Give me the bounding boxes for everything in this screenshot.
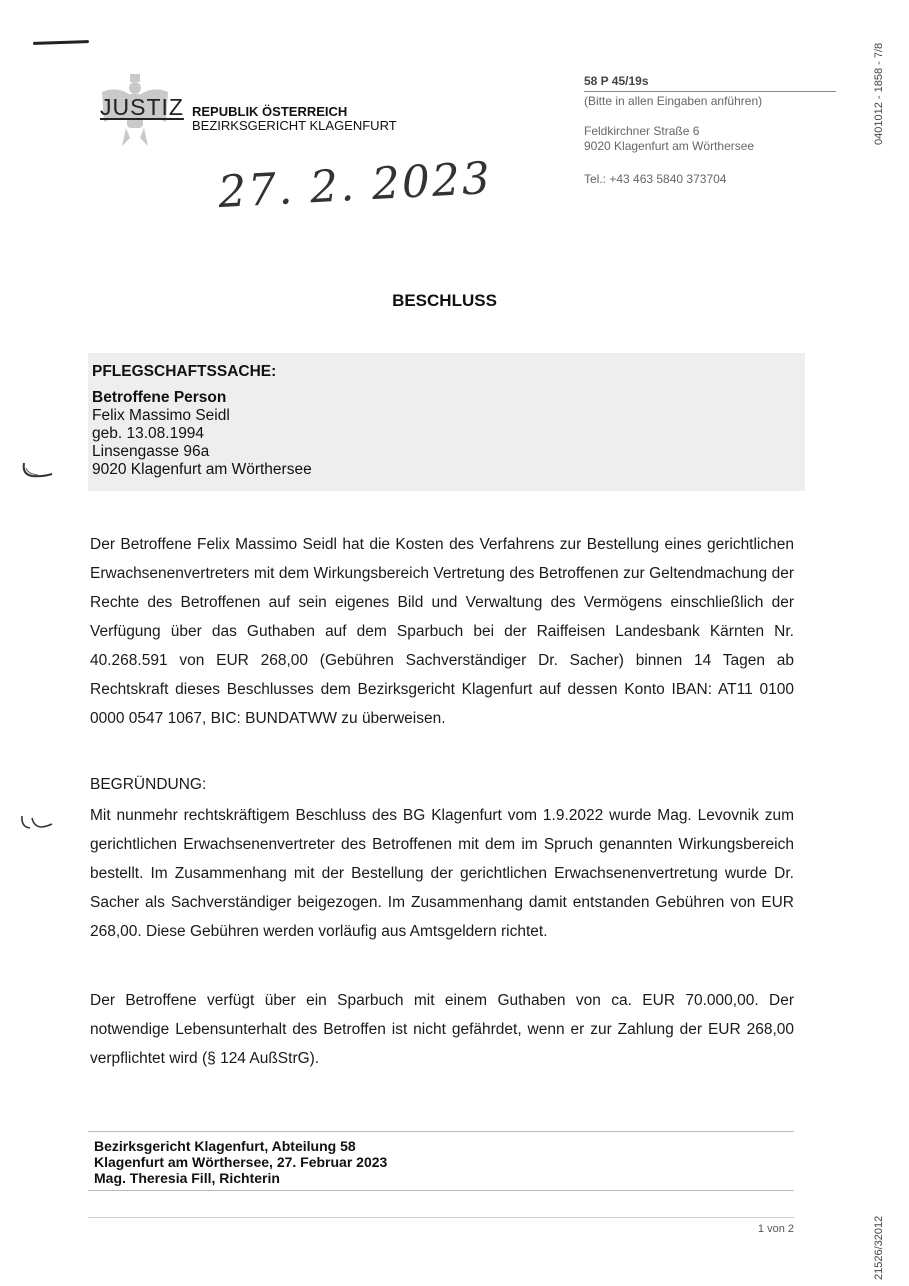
reference-rule — [584, 91, 836, 92]
signature-block — [88, 1131, 794, 1191]
signature-court: Bezirksgericht Klagenfurt, Abteilung 58 — [94, 1138, 356, 1154]
party-street: Linsengasse 96a — [92, 443, 210, 460]
court-name-line2: BEZIRKSGERICHT KLAGENFURT — [192, 118, 397, 133]
scan-mark — [33, 40, 89, 45]
party-birth: geb. 13.08.1994 — [92, 425, 205, 442]
party-city: 9020 Klagenfurt am Wörthersee — [92, 461, 312, 478]
signature-rule-bottom — [88, 1190, 794, 1191]
signature-place-date: Klagenfurt am Wörthersee, 27. Februar 2023 — [94, 1154, 388, 1170]
footer-rule — [88, 1217, 794, 1218]
ruling-paragraph: Der Betroffene Felix Massimo Seidl hat die Kosten des Verfahrens zur Bestellung eines gerichtlichen Erwachsenenvertreters mit dem Wirkungsbereich Vertretung des Betroffenen zur Geltendmachung der Rechte des Betroffenen auf sein eigenes Bild und Verwaltung des Vermögens einschließlich der Verfügung über das Guthaben auf dem Sparbuch bei der Raiffeisen Landesbank Kärnten Nr. 40.268.591 von EUR 268,00 (Gebühren Sachverständiger Dr. Sacher) binnen 14 Tagen ab Rechtskraft dieses Beschlusses dem Bezirksgericht Klagenfurt auf dessen Konto IBAN: AT11 0100 0000 0547 1067, BIC: BUNDATWW zu überweisen. — [90, 536, 794, 727]
reference-number: 58 P 45/19s — [584, 74, 649, 88]
party-box — [88, 353, 805, 491]
binder-mark-bottom — [18, 812, 54, 832]
address-city: 9020 Klagenfurt am Wörthersee — [584, 139, 755, 153]
court-name — [192, 105, 397, 133]
justiz-logo — [96, 72, 184, 150]
side-code-bottom: 21526/32012 — [873, 1215, 885, 1280]
court-name-line1: REPUBLIK ÖSTERREICH — [192, 104, 348, 119]
party-role: Betroffene Person — [92, 389, 227, 406]
side-code-top: 0401012 - 1858 - 7/8 — [873, 42, 885, 145]
reference-block — [584, 74, 836, 108]
party-name: Felix Massimo Seidl — [92, 407, 230, 424]
document-title: BESCHLUSS — [392, 291, 497, 310]
reasoning-paragraph-1: Mit nunmehr rechtskräftigem Beschluss des BG Klagenfurt vom 1.9.2022 wurde Mag. Levovnik zum gerichtlichen Erwachsenenvertreter des Betroffenen mit dem im Spruch genannten Wirkungsbereich bestellt. Im Zusammenhang mit der Bestellung der gerichtlichen Erwachsenenvertretung wurde Dr. Sacher als Sachverständiger beigezogen. Im Zusammenhang damit entstanden Gebühren von EUR 268,00. Diese Gebühren werden vorläufig aus Amtsgeldern richtet. — [90, 807, 794, 940]
reasoning-paragraph-2: Der Betroffene verfügt über ein Sparbuch mit einem Guthaben von ca. EUR 70.000,00. Der notwendige Lebensunterhalt des Betroffen ist nicht gefährdet, wenn er zur Zahlung der EUR 268,00 verpflichtet wird (§ 124 AußStrG). — [90, 992, 794, 1067]
signature-judge: Mag. Theresia Fill, Richterin — [94, 1170, 280, 1186]
reference-hint: (Bitte in allen Eingaben anführen) — [584, 94, 763, 108]
binder-mark-top — [18, 460, 54, 480]
reasoning-heading: BEGRÜNDUNG: — [90, 776, 207, 793]
justiz-wordmark: JUSTIZ — [100, 94, 184, 120]
address-street: Feldkirchner Straße 6 — [584, 124, 700, 138]
court-address — [584, 124, 754, 154]
case-type: PFLEGSCHAFTSSACHE: — [92, 363, 277, 380]
court-phone: Tel.: +43 463 5840 373704 — [584, 172, 727, 186]
page-number: 1 von 2 — [757, 1223, 794, 1235]
handwritten-date: 27. 2. 2023 — [216, 152, 494, 219]
